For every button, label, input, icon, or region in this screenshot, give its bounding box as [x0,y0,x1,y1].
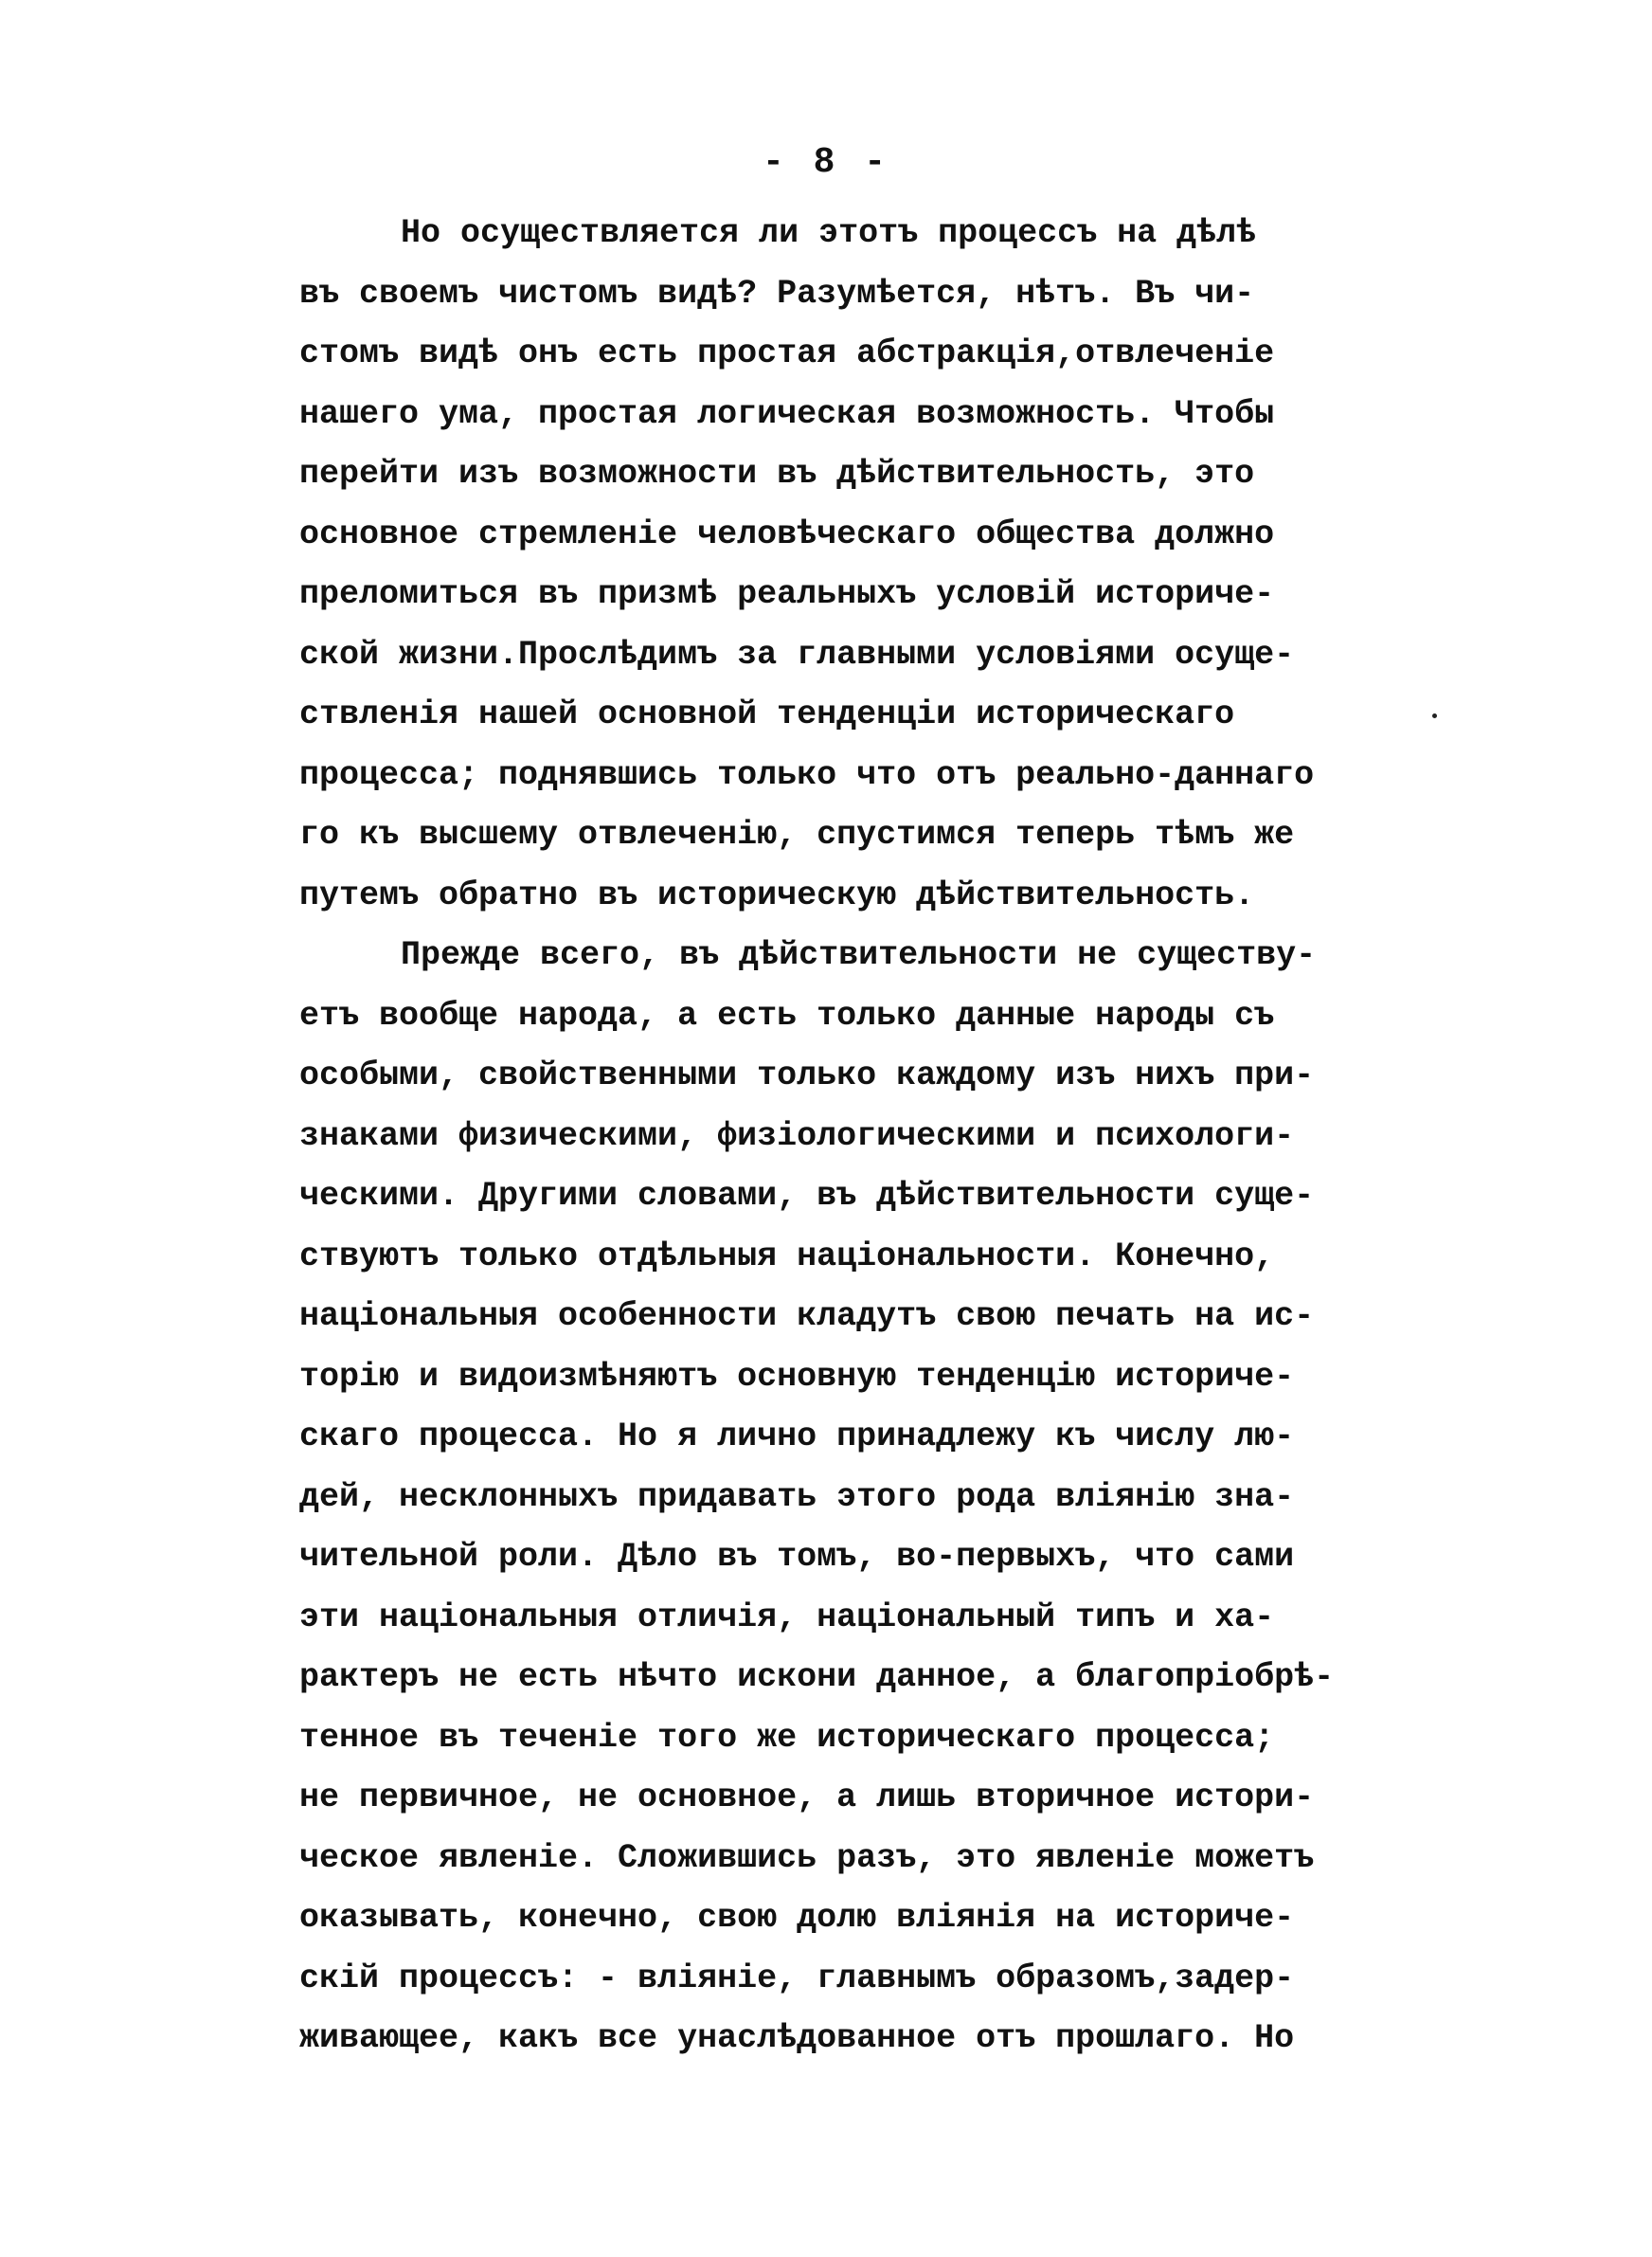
paragraph-2-line-18: скій процессъ: - вліяніе, главнымъ образомъ,задер- [299,1959,1295,1997]
paragraph-1-line-2: въ своемъ чистомъ видѣ? Разумѣется, нѣтъ. Въ чи- [299,274,1255,313]
paragraph-1-line-12: путемъ обратно въ историческую дѣйствительность. [299,876,1255,914]
ink-speck [1432,713,1437,718]
paragraph-2-line-15: не первичное, не основное, а лишь вторичное истори- [299,1779,1315,1816]
paragraph-2-line-10: дей, несклонныхъ придавать этого рода вліянію зна- [299,1477,1295,1516]
paragraph-2-line-2: етъ вообще народа, а есть только данные народы съ [299,996,1275,1035]
paragraph-2-line-3: особыми, свойственными только каждому изъ нихъ при- [299,1056,1315,1094]
paragraph-1-line-8: ской жизни.Прослѣдимъ за главными условіями осуще- [299,635,1295,674]
paragraph-2-line-16: ческое явленіе. Сложившись разъ, это явленіе можетъ [299,1838,1315,1877]
paragraph-1-line-1: Но осуществляется ли этотъ процессъ на дѣлѣ [401,214,1257,252]
paragraph-2-line-14: тенное въ теченіе того же историческаго процесса; [299,1718,1275,1757]
paragraph-2-line-5: ческими. Другими словами, въ дѣйствительности суще- [299,1177,1315,1215]
paragraph-1-line-4: нашего ума, простая логическая возможность. Чтобы [299,394,1275,433]
paragraph-2-line-6: ствуютъ только отдѣльныя національности. Конечно, [299,1237,1275,1275]
paragraph-2-line-8: торію и видоизмѣняютъ основную тенденцію историче- [299,1357,1295,1396]
paragraph-2-line-12: эти національныя отличія, національный типъ и ха- [299,1598,1275,1636]
paragraph-2-line-13: рактеръ не есть нѣчто искони данное, а благопріобрѣ- [299,1658,1335,1696]
paragraph-2-line-7: національныя особенности кладутъ свою печать на ис- [299,1297,1315,1335]
paragraph-2-line-1: Прежде всего, въ дѣйствительности не существу- [401,936,1317,974]
paragraph-1-line-3: стомъ видѣ онъ есть простая абстракція,отвлеченіе [299,334,1275,372]
paragraph-1-line-6: основное стремленіе человѣческаго общества должно [299,515,1275,553]
page-number: - 8 - [762,142,890,183]
paragraph-2-line-9: скаго процесса. Но я лично принадлежу къ числу лю- [299,1417,1295,1455]
paragraph-1-line-7: преломиться въ призмѣ реальныхъ условій историче- [299,575,1275,613]
paragraph-1-line-10: процесса; поднявшись только что отъ реально-даннаго [299,755,1315,794]
paragraph-2-line-4: знаками физическими, физіологическими и психологи- [299,1116,1295,1155]
paragraph-2-line-17: оказывать, конечно, свою долю вліянія на историче- [299,1899,1295,1937]
paragraph-2-line-11: чительной роли. Дѣло въ томъ, во-первыхъ, что сами [299,1538,1295,1576]
paragraph-1-line-5: перейти изъ возможности въ дѣйствительность, это [299,455,1255,493]
paragraph-1-line-11: го къ высшему отвлеченію, спустимся теперь тѣмъ же [299,816,1295,854]
paragraph-1-line-9: ствленія нашей основной тенденціи историческаго [299,695,1235,733]
body-text [299,204,1389,2069]
paragraph-2-line-19: живающее, какъ все унаслѣдованное отъ прошлаго. Но [299,2019,1295,2057]
